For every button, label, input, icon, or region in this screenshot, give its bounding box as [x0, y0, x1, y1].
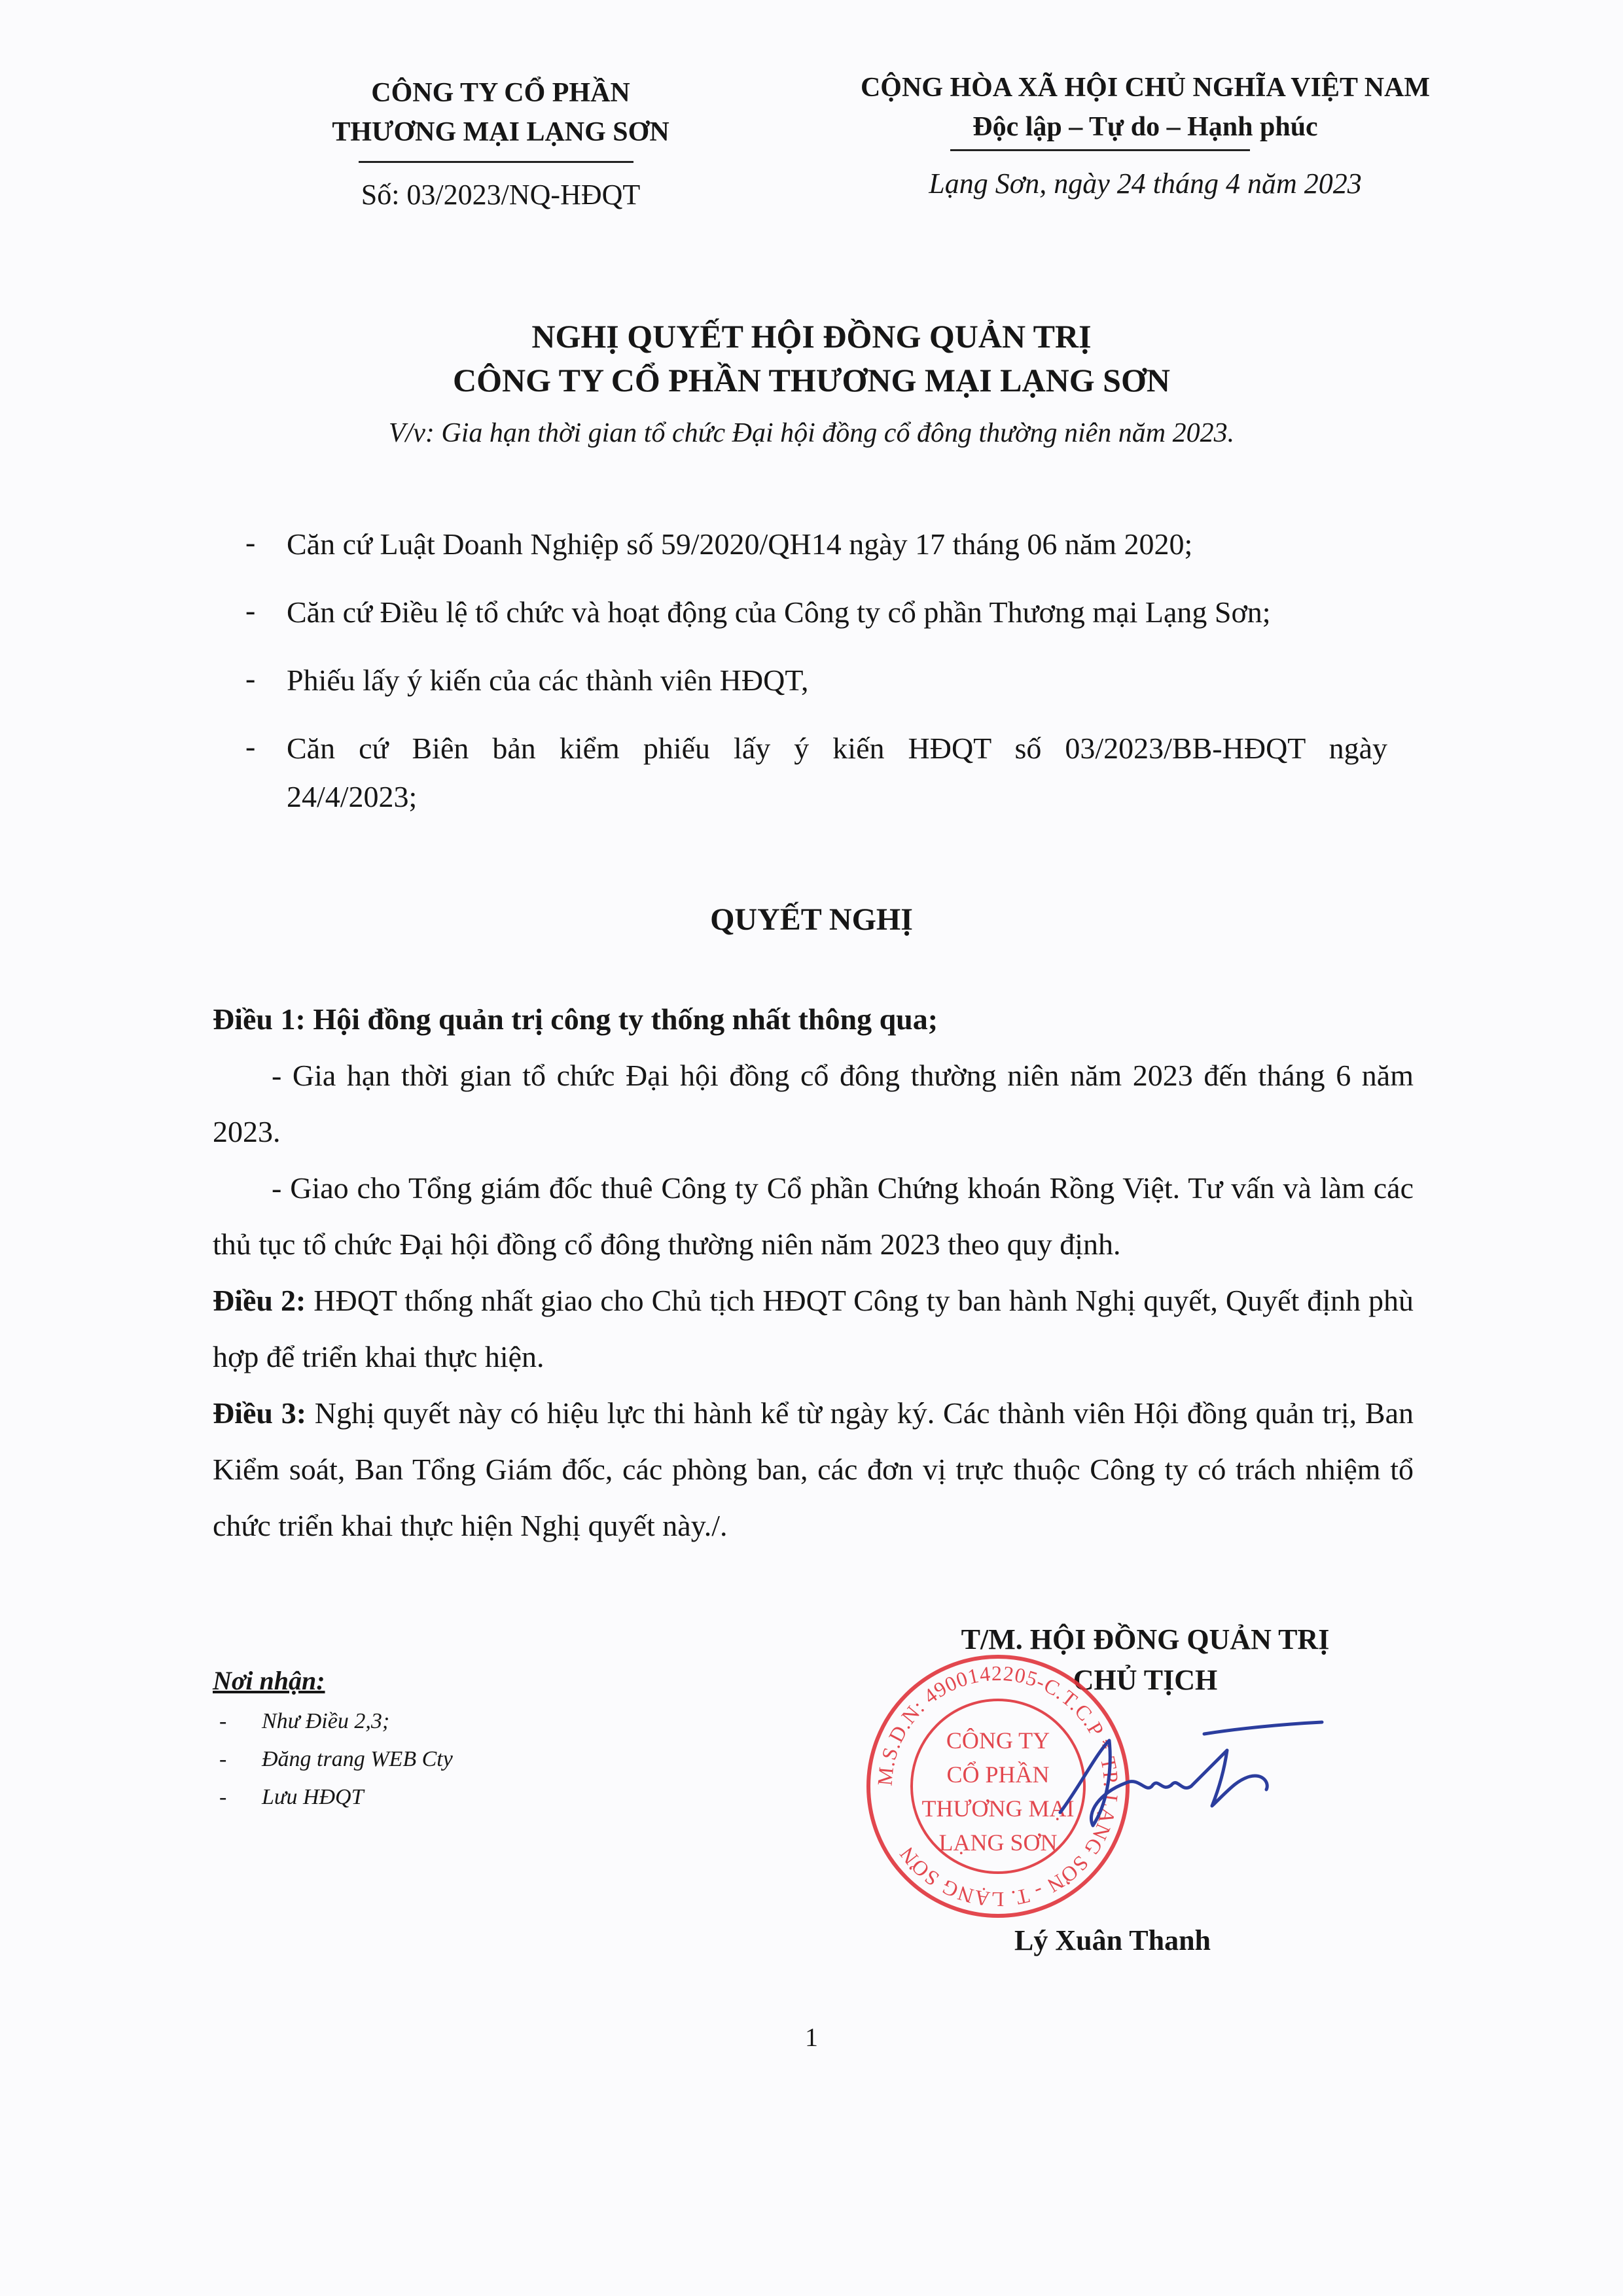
- base-bullet: -: [245, 593, 256, 627]
- national-motto: Độc lập – Tự do – Hạnh phúc: [972, 112, 1318, 142]
- article-1-item-1: - Gia hạn thời gian tổ chức Đại hội đồng cổ đông thường niên năm 2023 đến tháng 6 năm 2023.: [213, 1059, 1414, 1148]
- base-item: Phiếu lấy ý kiến của các thành viên HĐQT,: [287, 663, 809, 697]
- national-title: CỘNG HÒA XÃ HỘI CHỦ NGHĨA VIỆT NAM: [860, 73, 1431, 103]
- recipients-title: Nơi nhận:: [213, 1666, 325, 1695]
- svg-text:LẠNG SƠN: LẠNG SƠN: [938, 1829, 1058, 1856]
- company-name-line2: THƯƠNG MẠI LẠNG SƠN: [332, 117, 669, 147]
- base-item: Căn cứ Luật Doanh Nghiệp số 59/2020/QH14 ngày 17 tháng 06 năm 2020;: [287, 527, 1193, 561]
- article-3-text: Nghị quyết này có hiệu lực thi hành kể từ ngày ký. Các thành viên Hội đồng quản trị, Ban Kiểm soát, Ban Tổng Giám đốc, các phòng ban, các đơn vị trực thuộc Công ty có trách nhiệm tổ chức triển khai thực hiện Nghị quyết này./.: [213, 1396, 1414, 1542]
- document-title-line2: CÔNG TY CỔ PHẦN THƯƠNG MẠI LẠNG SƠN: [453, 362, 1170, 398]
- article-2-label: Điều 2:: [213, 1284, 306, 1317]
- article-2-text: HĐQT thống nhất giao cho Chủ tịch HĐQT Công ty ban hành Nghị quyết, Quyết định phù hợp để triển khai thực hiện.: [213, 1284, 1414, 1373]
- signature-org-title: T/M. HỘI ĐỒNG QUẢN TRỊ: [961, 1623, 1330, 1655]
- article-1-title: Điều 1: Hội đồng quản trị công ty thống nhất thông qua;: [213, 1002, 938, 1036]
- svg-text:CÔNG TY: CÔNG TY: [946, 1727, 1050, 1754]
- document-subject: V/v: Gia hạn thời gian tổ chức Đại hội đồng cổ đông thường niên năm 2023.: [388, 418, 1235, 448]
- national-header: [818, 68, 1472, 147]
- document-date: Lạng Sơn, ngày 24 tháng 4 năm 2023: [929, 168, 1362, 200]
- signature-position: CHỦ TỊCH: [1073, 1664, 1218, 1696]
- document-title-line1: NGHỊ QUYẾT HỘI ĐỒNG QUẢN TRỊ: [531, 318, 1092, 355]
- motto-underline: [950, 149, 1250, 151]
- article-2: [213, 1273, 1414, 1385]
- recipient-item: - Đăng trang WEB Cty: [219, 1747, 453, 1771]
- base-bullet: -: [245, 525, 256, 559]
- recipient-item: - Như Điều 2,3;: [219, 1709, 390, 1733]
- base-item: Căn cứ Điều lệ tổ chức và hoạt động của Công ty cổ phần Thương mại Lạng Sơn;: [287, 595, 1271, 629]
- recipient-item: - Lưu HĐQT: [219, 1785, 364, 1809]
- company-underline: [359, 161, 633, 163]
- base-bullet: -: [245, 662, 256, 695]
- base-item: Căn cứ Biên bản kiểm phiếu lấy ý kiến HĐQT số 03/2023/BB-HĐQT ngày: [287, 732, 1387, 765]
- page-number: 1: [805, 2022, 818, 2052]
- company-header: [262, 73, 740, 152]
- signer-name: Lý Xuân Thanh: [1014, 1924, 1211, 1956]
- resolution-heading: QUYẾT NGHỊ: [710, 902, 913, 937]
- base-item-continued: 24/4/2023;: [287, 780, 418, 813]
- base-bullet: -: [245, 730, 256, 763]
- svg-text:THƯƠNG MẠI: THƯƠNG MẠI: [921, 1795, 1075, 1822]
- document-number: Số: 03/2023/NQ-HĐQT: [361, 179, 641, 211]
- company-name-line1: CÔNG TY CỔ PHẦN: [371, 78, 630, 108]
- article-1-item-2: - Giao cho Tổng giám đốc thuê Công ty Cổ phần Chứng khoán Rồng Việt. Tư vấn và làm các thủ tục tổ chức Đại hội đồng cổ đông thường niên năm 2023 theo quy định.: [213, 1171, 1414, 1261]
- article-3: [213, 1385, 1414, 1554]
- article-3-label: Điều 3:: [213, 1396, 307, 1430]
- handwritten-signature: [1041, 1714, 1329, 1845]
- svg-text:CỔ PHẦN: CỔ PHẦN: [946, 1761, 1050, 1788]
- svg-text:M.S.D.N: 4900142205-C.T.C.P *: M.S.D.N: 4900142205-C.T.C.P * TP. LẠNG SƠN - T. LẠNG SƠN: [872, 1661, 1124, 1912]
